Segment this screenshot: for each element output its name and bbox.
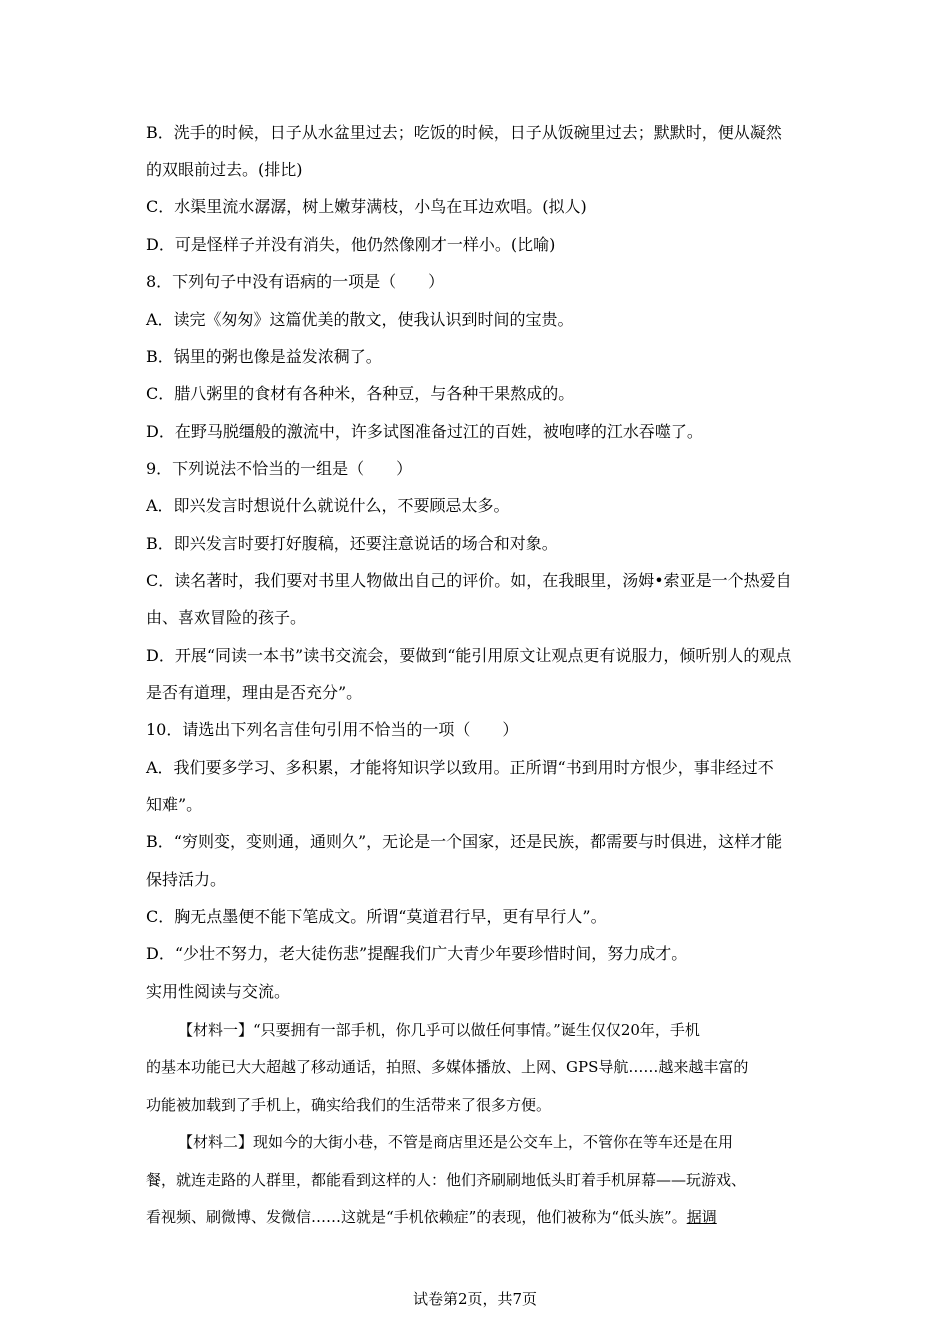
- option-8c: C．腊八粥里的食材有各种米，各种豆，与各种干果熬成的。: [146, 384, 575, 403]
- material-2-line1: 【材料二】现如今的大街小巷，不管是商店里还是公交车上，不管你在等车还是在用: [178, 1133, 734, 1151]
- question-8: 8．下列句子中没有语病的一项是（ ）: [146, 272, 445, 291]
- option-10a-line2: 知难”。: [146, 795, 203, 814]
- option-9d-line1: D．开展“同读一本书”读书交流会，要做到“能引用原文让观点更有说服力，倾听别人的观点: [146, 646, 792, 665]
- option-8a: A．读完《匆匆》这篇优美的散文，使我认识到时间的宝贵。: [146, 310, 574, 329]
- option-10b-line1: B．“穷则变，变则通，通则久”，无论是一个国家，还是民族，都需要与时俱进，这样才能: [146, 832, 783, 851]
- material-1-line2: 的基本功能已大大超越了移动通话，拍照、多媒体播放、上网、GPS导航……越来越丰富的: [146, 1058, 749, 1076]
- material-1-line3: 功能被加载到了手机上，确实给我们的生活带来了很多方便。: [146, 1096, 552, 1114]
- option-7c: C．水渠里流水潺潺，树上嫩芽满枝，小鸟在耳边欢唱。(拟人): [146, 197, 587, 216]
- option-7d: D．可是怪样子并没有消失，他仍然像刚才一样小。(比喻): [146, 235, 556, 254]
- option-8d: D．在野马脱缰般的激流中，许多试图准备过江的百姓，被咆哮的江水吞噬了。: [146, 422, 703, 441]
- material-1-line1: 【材料一】“只要拥有一部手机，你几乎可以做任何事情。”诞生仅仅20年，手机: [178, 1021, 700, 1039]
- option-8b: B．锅里的粥也像是益发浓稠了。: [146, 347, 382, 366]
- option-10b-line2: 保持活力。: [146, 870, 227, 889]
- option-7b-line2: 的双眼前过去。(排比): [146, 160, 303, 179]
- underlined-text: 据调: [686, 1208, 717, 1226]
- option-10c: C．胸无点墨便不能下笔成文。所谓“莫道君行早，更有早行人”。: [146, 907, 607, 926]
- question-9: 9．下列说法不恰当的一组是（ ）: [146, 459, 413, 478]
- option-9b: B．即兴发言时要打好腹稿，还要注意说话的场合和对象。: [146, 534, 558, 553]
- option-9c-line2: 由、喜欢冒险的孩子。: [146, 608, 307, 627]
- question-10: 10．请选出下列名言佳句引用不恰当的一项（ ）: [146, 720, 519, 739]
- section-heading: 实用性阅读与交流。: [146, 982, 291, 1001]
- material-2-line3-text: 看视频、刷微博、发微信……这就是“手机依赖症”的表现，他们被称为“低头族”。: [146, 1208, 687, 1226]
- material-2-line3: [146, 1206, 717, 1228]
- option-10a-line1: A．我们要多学习、多积累，才能将知识学以致用。正所谓“书到用时方恨少，事非经过不: [146, 758, 774, 777]
- option-9a: A．即兴发言时想说什么就说什么，不要顾忌太多。: [146, 496, 510, 515]
- option-9c-line1: C．读名著时，我们要对书里人物做出自己的评价。如，在我眼里，汤姆•索亚是一个热爱自: [146, 571, 792, 590]
- option-7b-line1: B．洗手的时候，日子从水盆里过去；吃饭的时候，日子从饭碗里过去；默默时，便从凝然: [146, 123, 782, 142]
- option-9d-line2: 是否有道理，理由是否充分”。: [146, 683, 363, 702]
- option-10d: D．“少壮不努力，老大徒伤悲”提醒我们广大青少年要珍惜时间，努力成才。: [146, 944, 688, 963]
- page-footer: 试卷第2页，共7页: [412, 1290, 538, 1308]
- material-2-line2: 餐，就连走路的人群里，都能看到这样的人：他们齐刷刷地低头盯着手机屏幕——玩游戏、: [146, 1171, 747, 1189]
